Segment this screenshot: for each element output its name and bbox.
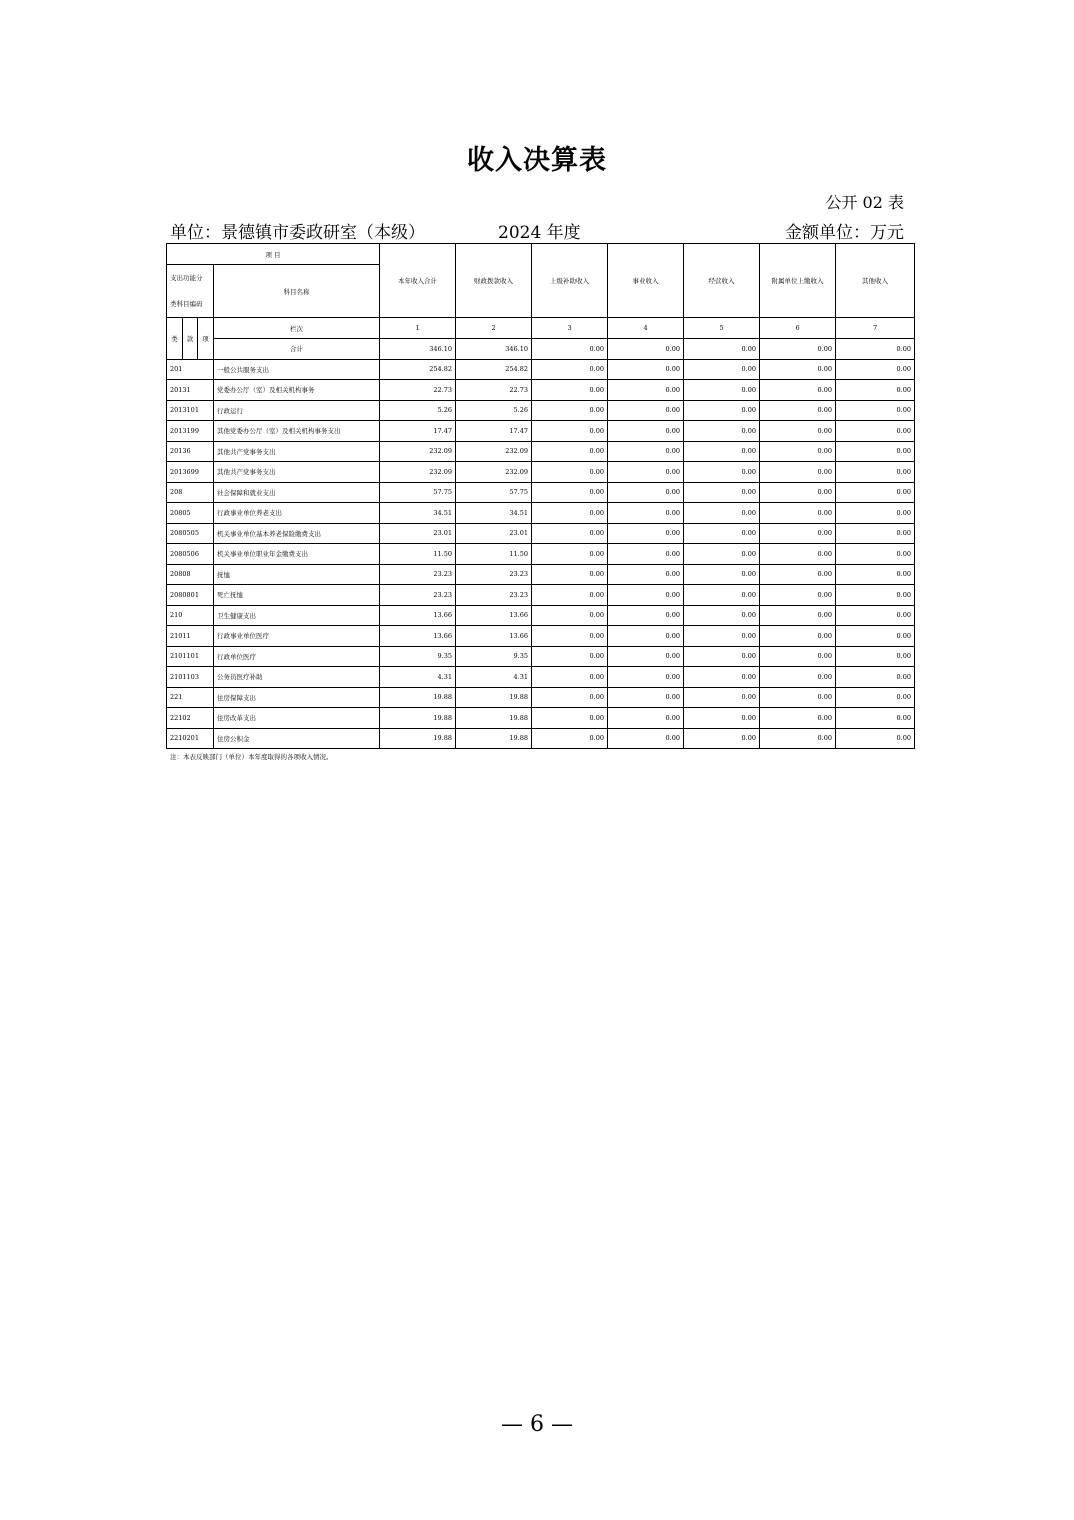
total-label: 合计 xyxy=(214,339,380,360)
column-number: 6 xyxy=(760,318,836,339)
row-value: 23.23 xyxy=(380,585,456,606)
row-value: 0.00 xyxy=(760,626,836,647)
row-value: 22.73 xyxy=(456,380,532,401)
table-row xyxy=(167,400,915,421)
column-header: 上级补助收入 xyxy=(532,244,608,318)
table-row xyxy=(167,523,915,544)
row-value: 9.35 xyxy=(380,646,456,667)
row-value: 0.00 xyxy=(532,667,608,688)
row-code: 2080505 xyxy=(167,523,214,544)
row-value: 19.88 xyxy=(456,687,532,708)
table-note: 注：本表反映部门（单位）本年度取得的各项收入情况。 xyxy=(170,753,333,761)
row-code: 21011 xyxy=(167,626,214,647)
row-value: 5.26 xyxy=(456,400,532,421)
row-code: 2013199 xyxy=(167,421,214,442)
row-value: 4.31 xyxy=(456,667,532,688)
row-value: 0.00 xyxy=(608,728,684,749)
row-value: 23.01 xyxy=(380,523,456,544)
column-number-row xyxy=(167,318,915,339)
reporting-unit: 单位：景德镇市委政研室（本级） xyxy=(170,223,425,243)
table-row xyxy=(167,544,915,565)
row-code: 2013101 xyxy=(167,400,214,421)
row-value: 0.00 xyxy=(532,544,608,565)
row-value: 0.00 xyxy=(760,544,836,565)
total-row xyxy=(167,339,915,360)
row-code: 20131 xyxy=(167,380,214,401)
table-row xyxy=(167,359,915,380)
row-value: 232.09 xyxy=(380,441,456,462)
row-value: 0.00 xyxy=(760,421,836,442)
row-value: 0.00 xyxy=(836,359,915,380)
row-value: 0.00 xyxy=(608,544,684,565)
code-header-line: 类科目编码 xyxy=(170,300,203,308)
row-value: 0.00 xyxy=(684,646,760,667)
row-value: 0.00 xyxy=(684,687,760,708)
row-value: 0.00 xyxy=(608,380,684,401)
row-value: 0.00 xyxy=(532,728,608,749)
total-value: 0.00 xyxy=(836,339,915,360)
table-row xyxy=(167,728,915,749)
row-subject-name: 机关事业单位基本养老保险缴费支出 xyxy=(214,523,380,544)
table-row xyxy=(167,626,915,647)
row-value: 0.00 xyxy=(760,728,836,749)
row-code: 2080801 xyxy=(167,585,214,606)
row-value: 0.00 xyxy=(532,687,608,708)
row-value: 19.88 xyxy=(380,728,456,749)
column-number: 1 xyxy=(380,318,456,339)
row-value: 0.00 xyxy=(608,687,684,708)
row-value: 0.00 xyxy=(532,523,608,544)
page-title: 收入决算表 xyxy=(467,145,607,176)
row-value: 5.26 xyxy=(380,400,456,421)
row-value: 0.00 xyxy=(684,544,760,565)
lei-header: 类 xyxy=(167,318,183,360)
income-statement-table xyxy=(166,243,915,749)
row-value: 0.00 xyxy=(684,400,760,421)
total-value: 0.00 xyxy=(608,339,684,360)
row-value: 0.00 xyxy=(760,523,836,544)
total-value: 346.10 xyxy=(456,339,532,360)
row-value: 0.00 xyxy=(760,400,836,421)
column-header: 财政拨款收入 xyxy=(456,244,532,318)
row-value: 0.00 xyxy=(836,564,915,585)
column-header: 其他收入 xyxy=(836,244,915,318)
row-value: 0.00 xyxy=(608,646,684,667)
column-number: 3 xyxy=(532,318,608,339)
row-value: 23.23 xyxy=(456,564,532,585)
row-subject-name: 其他党委办公厅（室）及相关机构事务支出 xyxy=(214,421,380,442)
row-value: 0.00 xyxy=(684,421,760,442)
row-value: 0.00 xyxy=(836,605,915,626)
row-value: 0.00 xyxy=(532,646,608,667)
row-code: 2210201 xyxy=(167,728,214,749)
table-row xyxy=(167,585,915,606)
row-value: 0.00 xyxy=(532,564,608,585)
row-value: 0.00 xyxy=(684,605,760,626)
row-value: 0.00 xyxy=(760,708,836,729)
table-row xyxy=(167,441,915,462)
column-header: 事业收入 xyxy=(608,244,684,318)
row-value: 22.73 xyxy=(380,380,456,401)
table-row xyxy=(167,462,915,483)
subject-name-header: 科目名称 xyxy=(214,265,380,318)
row-value: 13.66 xyxy=(380,626,456,647)
row-value: 34.51 xyxy=(380,503,456,524)
row-value: 0.00 xyxy=(760,687,836,708)
row-value: 0.00 xyxy=(532,400,608,421)
row-subject-name: 死亡抚恤 xyxy=(214,585,380,606)
row-value: 0.00 xyxy=(760,482,836,503)
lanci-label: 栏次 xyxy=(214,318,380,339)
row-value: 0.00 xyxy=(836,687,915,708)
row-value: 23.01 xyxy=(456,523,532,544)
row-value: 0.00 xyxy=(836,421,915,442)
row-value: 232.09 xyxy=(456,441,532,462)
row-value: 0.00 xyxy=(836,503,915,524)
row-value: 0.00 xyxy=(760,359,836,380)
column-number: 7 xyxy=(836,318,915,339)
row-value: 0.00 xyxy=(684,564,760,585)
row-value: 19.88 xyxy=(456,728,532,749)
column-number: 4 xyxy=(608,318,684,339)
income-table-container xyxy=(166,243,914,749)
table-row xyxy=(167,421,915,442)
row-code: 208 xyxy=(167,482,214,503)
row-value: 17.47 xyxy=(456,421,532,442)
table-row xyxy=(167,503,915,524)
row-value: 0.00 xyxy=(760,605,836,626)
row-subject-name: 机关事业单位职业年金缴费支出 xyxy=(214,544,380,565)
table-row xyxy=(167,667,915,688)
row-value: 0.00 xyxy=(836,380,915,401)
row-value: 0.00 xyxy=(532,380,608,401)
code-header xyxy=(167,265,214,318)
row-value: 0.00 xyxy=(836,646,915,667)
row-code: 2080506 xyxy=(167,544,214,565)
row-value: 0.00 xyxy=(684,667,760,688)
row-value: 0.00 xyxy=(608,523,684,544)
row-value: 13.66 xyxy=(380,605,456,626)
row-code: 22102 xyxy=(167,708,214,729)
row-subject-name: 社会保障和就业支出 xyxy=(214,482,380,503)
row-value: 0.00 xyxy=(608,421,684,442)
row-subject-name: 一般公共服务支出 xyxy=(214,359,380,380)
row-value: 0.00 xyxy=(608,708,684,729)
row-value: 0.00 xyxy=(684,523,760,544)
row-value: 0.00 xyxy=(684,585,760,606)
page-number: — 6 — xyxy=(501,1412,573,1437)
row-value: 11.50 xyxy=(456,544,532,565)
row-value: 0.00 xyxy=(836,626,915,647)
row-value: 0.00 xyxy=(836,523,915,544)
code-header-line: 支出功能分 xyxy=(170,274,203,282)
row-value: 0.00 xyxy=(684,482,760,503)
row-value: 0.00 xyxy=(532,626,608,647)
row-value: 0.00 xyxy=(608,585,684,606)
row-value: 0.00 xyxy=(760,646,836,667)
row-value: 57.75 xyxy=(456,482,532,503)
row-subject-name: 住房改革支出 xyxy=(214,708,380,729)
row-value: 0.00 xyxy=(760,564,836,585)
row-value: 0.00 xyxy=(836,585,915,606)
row-value: 0.00 xyxy=(608,564,684,585)
row-subject-name: 行政事业单位医疗 xyxy=(214,626,380,647)
row-code: 2101103 xyxy=(167,667,214,688)
row-code: 20808 xyxy=(167,564,214,585)
row-value: 0.00 xyxy=(684,728,760,749)
fiscal-year: 2024 年度 xyxy=(498,223,581,243)
row-value: 0.00 xyxy=(608,482,684,503)
row-code: 20805 xyxy=(167,503,214,524)
row-value: 13.66 xyxy=(456,605,532,626)
row-value: 0.00 xyxy=(836,462,915,483)
row-value: 0.00 xyxy=(532,462,608,483)
row-value: 0.00 xyxy=(836,441,915,462)
column-number: 2 xyxy=(456,318,532,339)
row-subject-name: 行政事业单位养老支出 xyxy=(214,503,380,524)
row-value: 0.00 xyxy=(836,544,915,565)
row-subject-name: 行政运行 xyxy=(214,400,380,421)
table-row xyxy=(167,380,915,401)
row-subject-name: 公务员医疗补助 xyxy=(214,667,380,688)
row-value: 232.09 xyxy=(456,462,532,483)
row-value: 0.00 xyxy=(836,728,915,749)
row-subject-name: 卫生健康支出 xyxy=(214,605,380,626)
row-value: 0.00 xyxy=(836,400,915,421)
project-header: 项 目 xyxy=(167,244,380,265)
row-value: 19.88 xyxy=(380,708,456,729)
column-header: 本年收入合计 xyxy=(380,244,456,318)
row-value: 0.00 xyxy=(608,626,684,647)
row-value: 0.00 xyxy=(684,380,760,401)
row-code: 2101101 xyxy=(167,646,214,667)
kuan-header: 款 xyxy=(183,318,198,360)
form-number: 公开 02 表 xyxy=(825,193,904,212)
column-header: 附属单位上缴收入 xyxy=(760,244,836,318)
row-value: 0.00 xyxy=(608,605,684,626)
row-value: 13.66 xyxy=(456,626,532,647)
total-value: 0.00 xyxy=(684,339,760,360)
row-value: 57.75 xyxy=(380,482,456,503)
table-row xyxy=(167,605,915,626)
row-value: 0.00 xyxy=(836,482,915,503)
row-value: 0.00 xyxy=(760,380,836,401)
table-row xyxy=(167,482,915,503)
row-value: 0.00 xyxy=(532,359,608,380)
column-header: 经营收入 xyxy=(684,244,760,318)
row-value: 0.00 xyxy=(608,462,684,483)
xiang-header: 项 xyxy=(198,318,214,360)
row-value: 0.00 xyxy=(532,421,608,442)
table-row xyxy=(167,687,915,708)
row-value: 0.00 xyxy=(760,585,836,606)
row-value: 0.00 xyxy=(608,400,684,421)
row-subject-name: 其他共产党事务支出 xyxy=(214,441,380,462)
row-value: 23.23 xyxy=(380,564,456,585)
row-value: 0.00 xyxy=(608,359,684,380)
row-value: 0.00 xyxy=(760,667,836,688)
row-value: 0.00 xyxy=(532,441,608,462)
row-value: 19.88 xyxy=(380,687,456,708)
row-value: 11.50 xyxy=(380,544,456,565)
row-value: 0.00 xyxy=(836,708,915,729)
table-row xyxy=(167,708,915,729)
row-value: 0.00 xyxy=(684,626,760,647)
row-value: 0.00 xyxy=(608,667,684,688)
row-value: 34.51 xyxy=(456,503,532,524)
row-value: 254.82 xyxy=(380,359,456,380)
row-value: 0.00 xyxy=(760,503,836,524)
row-value: 0.00 xyxy=(532,585,608,606)
header-row xyxy=(167,244,915,265)
row-code: 210 xyxy=(167,605,214,626)
row-code: 2013699 xyxy=(167,462,214,483)
row-subject-name: 党委办公厅（室）及相关机构事务 xyxy=(214,380,380,401)
row-subject-name: 其他共产党事务支出 xyxy=(214,462,380,483)
row-subject-name: 抚恤 xyxy=(214,564,380,585)
row-code: 221 xyxy=(167,687,214,708)
row-value: 0.00 xyxy=(532,482,608,503)
row-value: 254.82 xyxy=(456,359,532,380)
row-value: 0.00 xyxy=(684,441,760,462)
row-subject-name: 行政单位医疗 xyxy=(214,646,380,667)
row-value: 4.31 xyxy=(380,667,456,688)
row-code: 20136 xyxy=(167,441,214,462)
row-value: 0.00 xyxy=(608,441,684,462)
row-value: 23.23 xyxy=(456,585,532,606)
table-row xyxy=(167,564,915,585)
row-code: 201 xyxy=(167,359,214,380)
row-subject-name: 住房保障支出 xyxy=(214,687,380,708)
currency-unit: 金额单位：万元 xyxy=(785,223,904,243)
total-value: 346.10 xyxy=(380,339,456,360)
total-value: 0.00 xyxy=(760,339,836,360)
row-value: 0.00 xyxy=(684,462,760,483)
column-number: 5 xyxy=(684,318,760,339)
row-value: 0.00 xyxy=(532,708,608,729)
table-row xyxy=(167,646,915,667)
row-value: 9.35 xyxy=(456,646,532,667)
row-value: 0.00 xyxy=(608,503,684,524)
row-value: 232.09 xyxy=(380,462,456,483)
row-value: 0.00 xyxy=(532,605,608,626)
row-subject-name: 住房公积金 xyxy=(214,728,380,749)
row-value: 0.00 xyxy=(760,462,836,483)
row-value: 17.47 xyxy=(380,421,456,442)
row-value: 19.88 xyxy=(456,708,532,729)
row-value: 0.00 xyxy=(684,708,760,729)
row-value: 0.00 xyxy=(836,667,915,688)
row-value: 0.00 xyxy=(684,359,760,380)
row-value: 0.00 xyxy=(684,503,760,524)
row-value: 0.00 xyxy=(760,441,836,462)
row-value: 0.00 xyxy=(532,503,608,524)
total-value: 0.00 xyxy=(532,339,608,360)
